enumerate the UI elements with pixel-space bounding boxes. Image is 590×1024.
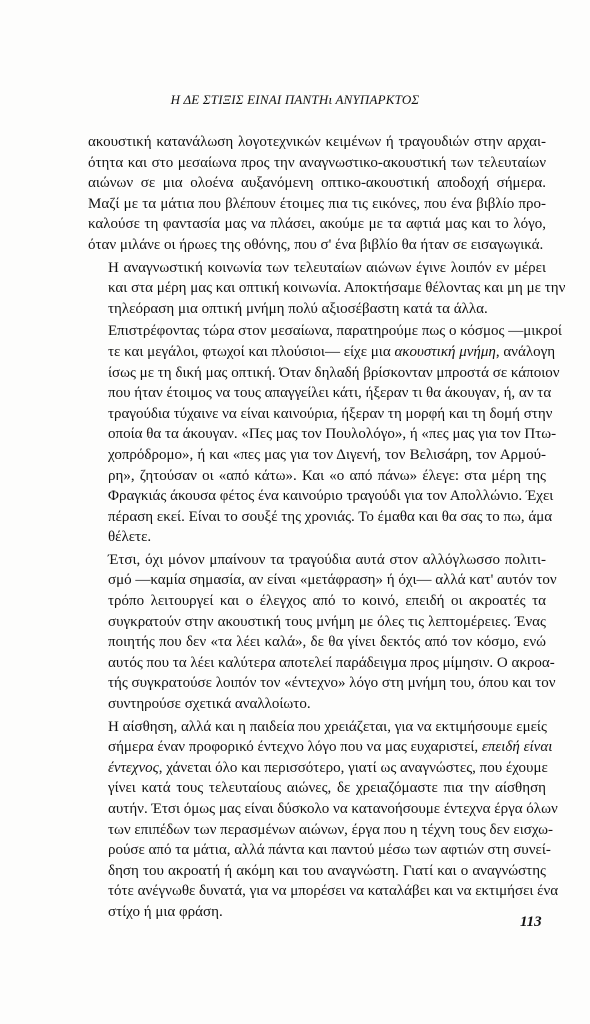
text-line: και στα μέρη μας και οπτική κοινωνία. Αποκτήσαμε θέλοντας και μη με την	[108, 280, 566, 297]
text-line: σήμερα έναν προφορικό έντεχνο λόγο που να μας ευχαριστεί, επειδή είναι	[108, 739, 553, 756]
text-line: ρούσε από τα μάτια, αλλά πάντα και παντού μέσω των αφτιών στη συνεί-	[108, 842, 551, 859]
text-line: των επιπέδων των περασμένων αιώνων, έργα που η τέχνη τους δεν εισχω-	[108, 821, 554, 838]
text-line: θέλετε.	[108, 529, 152, 546]
text-line: έντεχνος, χάνεται όλο και περισσότερο, γιατί ως αναγνώστες, που έχουμε	[108, 759, 548, 776]
text-line: Φραγκιάς άκουσα φέτος ένα καινούριο τραγούδι για τον Απολλώνιο. Έχει	[108, 488, 554, 505]
text-line: τότε ανέγνωθε δυνατά, για να μπορέσει να καταλάβει και να εκτιμήσει ένα	[108, 883, 559, 900]
text-line: δηση του ακροατή ή ακόμη και του αναγνώστη. Γιατί και ο αναγνώστης	[108, 862, 546, 879]
paragraph	[88, 717, 559, 923]
text-line: συντηρούσε σχετικά αναλλοίωτο.	[108, 696, 311, 713]
text-line: καλούσε τη φαντασία μας να πλάσει, ακούμε με τα αφτιά μας και το λόγο,	[88, 216, 546, 233]
text-line: πέραση εκεί. Είναι το σουξέ της χρονιάς. Το έμαθα και θα σας το πω, άμα	[108, 508, 553, 525]
text-line: ακουστική κατανάλωση λογοτεχνικών κειμένων ή τραγουδιών στην αρχαι-	[88, 134, 546, 150]
text-line: τής συγκρατούσε λοιπόν τον «έντεχνο» λόγο στη μνήμη του, όπου και τον	[108, 675, 556, 692]
text-line: ίσως με τη δική μας οπτική. Όταν δηλαδή βρίσκονταν μπροστά σε κάποιον	[108, 364, 560, 381]
text-line: Μαζί με τα μάτια που βλέπουν έτοιμες πια τις εικόνες, που ένα βιβλίο προ-	[88, 195, 546, 212]
text-line: αιώνων σε μια ολοένα αυξανόμενη οπτικο-ακουστική αποδοχή σήμερα.	[88, 175, 546, 192]
text-line: οποία θα τα άκουγαν. «Πες μας τον Πουλολόγο», ή «πες μας για τον Πτω-	[108, 426, 557, 443]
text-line: συγκρατούν στην ακουστική τους μνήμη με όλες τις λεπτομέρειες. Ένας	[108, 613, 546, 630]
paragraph	[88, 550, 557, 715]
text-line: Η αναγνωστική κοινωνία των τελευταίων αιώνων έγινε λοιπόν εν μέρει	[108, 259, 546, 276]
text-line: Η αίσθηση, αλλά και η παιδεία που χρειάζεται, για να εκτιμήσουμε εμείς	[108, 718, 547, 735]
paragraph	[88, 258, 566, 320]
text-line: όταν μιλάνε οι ήρωες της οθόνης, που σ' ένα βιβλίο θα ήταν σε εισαγωγικά.	[88, 236, 544, 253]
page-number: 113	[520, 914, 542, 930]
paragraph	[88, 132, 546, 256]
text-line: Έτσι, όχι μόνον μπαίνουν τα τραγούδια αυτά στον αλλόγλωσσο πολιτι-	[108, 551, 546, 568]
text-line: αυτός που τα λέει καλύτερα αποτελεί παράδειγμα προς μίμησιν. Ο ακροα-	[108, 654, 555, 671]
text-line: Επιστρέφοντας τώρα στον μεσαίωνα, παρατηρούμε πως ο κόσμος —μικροί	[108, 323, 562, 340]
text-line: που ήταν έτοιμος να τους απαγγείλει κάτι, ήξεραν τι θα άκουγαν, ή, αν τα	[108, 385, 552, 402]
text-line: τηλεόραση μια οπτική μνήμη πολύ αξιοσέβαστη κατά τα άλλα.	[108, 300, 488, 317]
text-line: χοπρόδρομο», ή και «πες μας για τον Διγενή, τον Βελισάρη, τον Αρμού-	[108, 446, 546, 463]
text-line: στίχο ή μια φράση.	[108, 903, 223, 920]
text-line: αυτήν. Έτσι όμως μας είναι δύσκολο να κατανοήσουμε έντεχνα έργα όλων	[108, 801, 558, 817]
text-line: σμό —καμία σημασία, αν είναι «μετάφραση» ή όχι— αλλά κατ' αυτόν τον	[108, 572, 557, 589]
paragraph	[88, 321, 562, 548]
text-line: τε και μεγάλοι, φτωχοί και πλούσιοι— είχε μια ακουστική μνήμη, ανάλογη	[108, 343, 556, 360]
body-text	[88, 132, 566, 925]
text-line: ότητα και στο μεσαίωνα προς την αναγνωστικο-ακουστική των τελευταίων	[88, 154, 546, 171]
running-head: Η ΔΕ ΣΤΙΞΙΣ ΕΙΝΑΙ ΠΑΝΤΗι ΑΝΥΠΑΡΚΤΟΣ	[170, 92, 420, 107]
text-line: ρη», ζητούσαν οι «από κάτω». Και «ο από πάνω» έλεγε: στα μέρη της	[108, 467, 546, 484]
text-line: γίνει κατά τους τελευταίους αιώνες, δε χρειαζόμαστε πια την αίσθηση	[108, 780, 546, 797]
text-line: ποιητής που δεν «τα λέει καλά», δε θα γίνει δεκτός από τον κόσμο, ενώ	[108, 634, 546, 651]
text-line: τρόπο λειτουργεί και ο έλεγχος από το κοινό, επειδή οι ακροατές τα	[108, 593, 546, 610]
text-line: τραγούδια τύχαινε να είναι καινούρια, ήξεραν τη μορφή και τη δομή στην	[108, 405, 553, 422]
